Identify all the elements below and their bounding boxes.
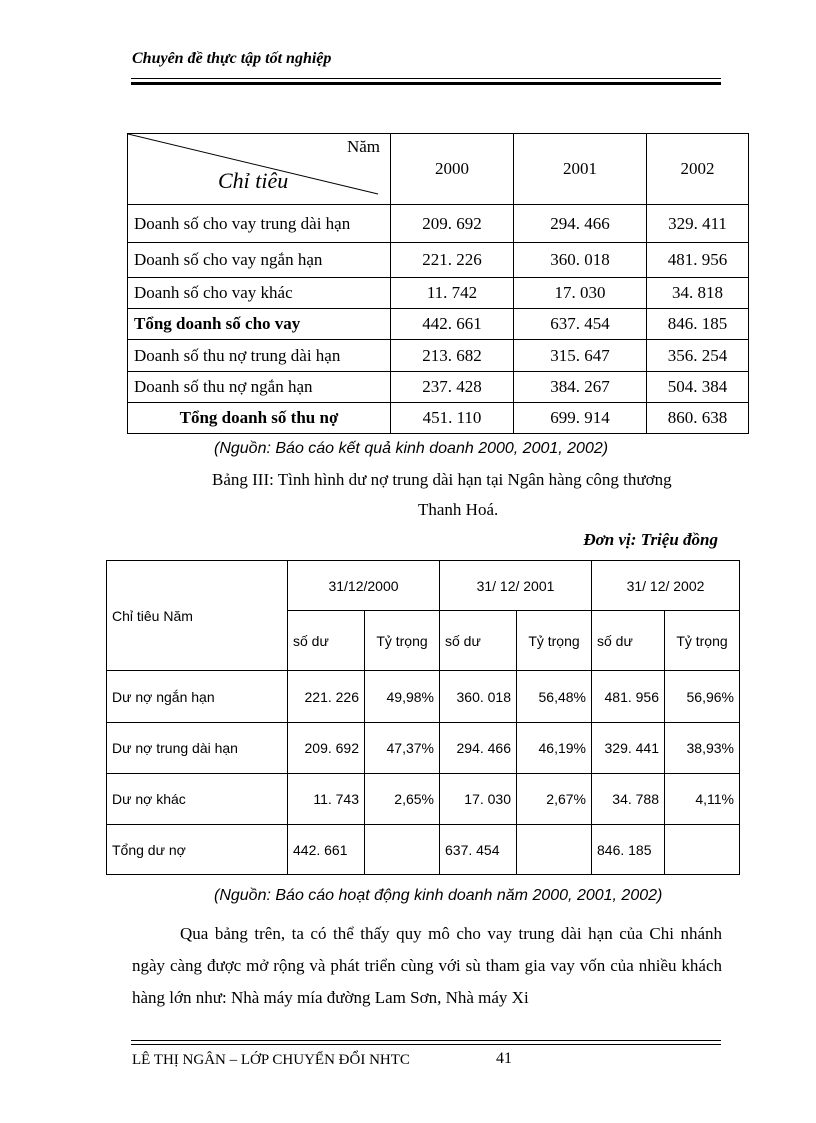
- cell-value: 221. 226: [391, 243, 514, 278]
- footer-author: LÊ THỊ NGÂN – LỚP CHUYỂN ĐỔI NHTC: [132, 1052, 410, 1068]
- table-row: [128, 340, 749, 372]
- header-rule-thick: [131, 82, 721, 85]
- subheader-balance: số dư: [440, 611, 517, 671]
- cell-value: 451. 110: [391, 403, 514, 434]
- date-header: 31/ 12/ 2001: [440, 561, 592, 611]
- table2-caption-line2: Thanh Hoá.: [418, 500, 499, 519]
- cell-value: 384. 267: [514, 372, 647, 403]
- cell-value: 209. 692: [288, 723, 365, 774]
- cell-value: 34. 818: [647, 278, 749, 309]
- subheader-balance: số dư: [288, 611, 365, 671]
- cell-value: 846. 185: [647, 309, 749, 340]
- cell-value: 46,19%: [517, 723, 592, 774]
- cell-value: 637. 454: [514, 309, 647, 340]
- diagonal-header-cell: [128, 134, 391, 205]
- cell-value: [517, 825, 592, 875]
- cell-value: 481. 956: [647, 243, 749, 278]
- row-label: Dư nợ trung dài hạn: [107, 723, 288, 774]
- page-header-title: Chuyên đề thực tập tốt nghiệp: [132, 50, 332, 67]
- table-header-row: [107, 561, 740, 611]
- cell-value: 294. 466: [440, 723, 517, 774]
- cell-value: 221. 226: [288, 671, 365, 723]
- cell-value: 213. 682: [391, 340, 514, 372]
- cell-value: 56,96%: [665, 671, 740, 723]
- cell-value: 699. 914: [514, 403, 647, 434]
- table-header-row: [128, 134, 749, 205]
- cell-value: 315. 647: [514, 340, 647, 372]
- cell-value: 4,11%: [665, 774, 740, 825]
- cell-value: 481. 956: [592, 671, 665, 723]
- year-header: 2000: [391, 134, 514, 205]
- cell-value: [365, 825, 440, 875]
- cell-value: 442. 661: [288, 825, 365, 875]
- table2-source: (Nguồn: Báo cáo hoạt động kinh doanh năm 2000, 2001, 2002): [214, 887, 663, 904]
- cell-value: 17. 030: [514, 278, 647, 309]
- table-row-total: [128, 309, 749, 340]
- cell-value: 360. 018: [440, 671, 517, 723]
- subheader-share: Tỷ trọng: [365, 611, 440, 671]
- subheader-share: Tỷ trọng: [665, 611, 740, 671]
- row-label: Doanh số thu nợ ngắn hạn: [128, 372, 391, 403]
- cell-value: 329. 441: [592, 723, 665, 774]
- cell-value: [665, 825, 740, 875]
- table-row-total: [128, 403, 749, 434]
- cell-value: 237. 428: [391, 372, 514, 403]
- cell-value: 2,65%: [365, 774, 440, 825]
- cell-value: 11. 743: [288, 774, 365, 825]
- table-row: [128, 278, 749, 309]
- date-header: 31/ 12/ 2002: [592, 561, 740, 611]
- row-label: Doanh số cho vay khác: [128, 278, 391, 309]
- page-number: 41: [496, 1050, 512, 1067]
- cell-value: 49,98%: [365, 671, 440, 723]
- row-label: Tổng doanh số thu nợ: [128, 403, 391, 434]
- year-header: 2001: [514, 134, 647, 205]
- cell-value: 356. 254: [647, 340, 749, 372]
- row-label: Tổng dư nợ: [107, 825, 288, 875]
- corner-label: Chỉ tiêu Năm: [107, 561, 288, 671]
- subheader-share: Tỷ trọng: [517, 611, 592, 671]
- loan-turnover-table: [127, 133, 749, 434]
- table-row: [107, 774, 740, 825]
- table-row: [128, 372, 749, 403]
- cell-value: 34. 788: [592, 774, 665, 825]
- row-label: Doanh số thu nợ trung dài hạn: [128, 340, 391, 372]
- cell-value: 56,48%: [517, 671, 592, 723]
- paragraph-text: Qua bảng trên, ta có thể thấy quy mô cho vay trung dài hạn của Chi nhánh ngày càng được mở rộng và phát triển cùng với sù tham gia vay vốn của nhiều khách hàng lớn như: Nhà máy mía đường Lam Sơn, Nhà máy Xi: [132, 924, 722, 1007]
- body-paragraph: [132, 918, 722, 1014]
- row-label: Dư nợ khác: [107, 774, 288, 825]
- cell-value: 38,93%: [665, 723, 740, 774]
- table2-caption-line1: Bảng III: Tình hình dư nợ trung dài hạn tại Ngân hàng công thương: [212, 470, 672, 489]
- table-row: [107, 671, 740, 723]
- cell-value: 637. 454: [440, 825, 517, 875]
- header-year-label: Năm: [346, 137, 380, 156]
- cell-value: 860. 638: [647, 403, 749, 434]
- cell-value: 294. 466: [514, 205, 647, 243]
- cell-value: 442. 661: [391, 309, 514, 340]
- cell-value: 329. 411: [647, 205, 749, 243]
- footer-rule: [131, 1044, 721, 1045]
- cell-value: 209. 692: [391, 205, 514, 243]
- header-rule: [131, 78, 721, 79]
- cell-value: 846. 185: [592, 825, 665, 875]
- row-label: Doanh số cho vay trung dài hạn: [128, 205, 391, 243]
- cell-value: 2,67%: [517, 774, 592, 825]
- row-label: Tổng doanh số cho vay: [128, 309, 391, 340]
- unit-label: Đơn vị: Triệu đồng: [583, 530, 718, 549]
- row-label: Dư nợ ngắn hạn: [107, 671, 288, 723]
- table-row-total: [107, 825, 740, 875]
- subheader-balance: số dư: [592, 611, 665, 671]
- date-header: 31/12/2000: [288, 561, 440, 611]
- cell-value: 47,37%: [365, 723, 440, 774]
- cell-value: 17. 030: [440, 774, 517, 825]
- row-label: Doanh số cho vay ngắn hạn: [128, 243, 391, 278]
- table1-source: (Nguồn: Báo cáo kết quả kinh doanh 2000, 2001, 2002): [214, 440, 609, 457]
- cell-value: 360. 018: [514, 243, 647, 278]
- table-row: [107, 723, 740, 774]
- cell-value: 504. 384: [647, 372, 749, 403]
- table-row: [128, 205, 749, 243]
- header-indicator-label: Chỉ tiêu: [218, 168, 289, 193]
- cell-value: 11. 742: [391, 278, 514, 309]
- year-header: 2002: [647, 134, 749, 205]
- footer-rule: [131, 1040, 721, 1041]
- table-row: [128, 243, 749, 278]
- outstanding-loans-table: [106, 560, 740, 875]
